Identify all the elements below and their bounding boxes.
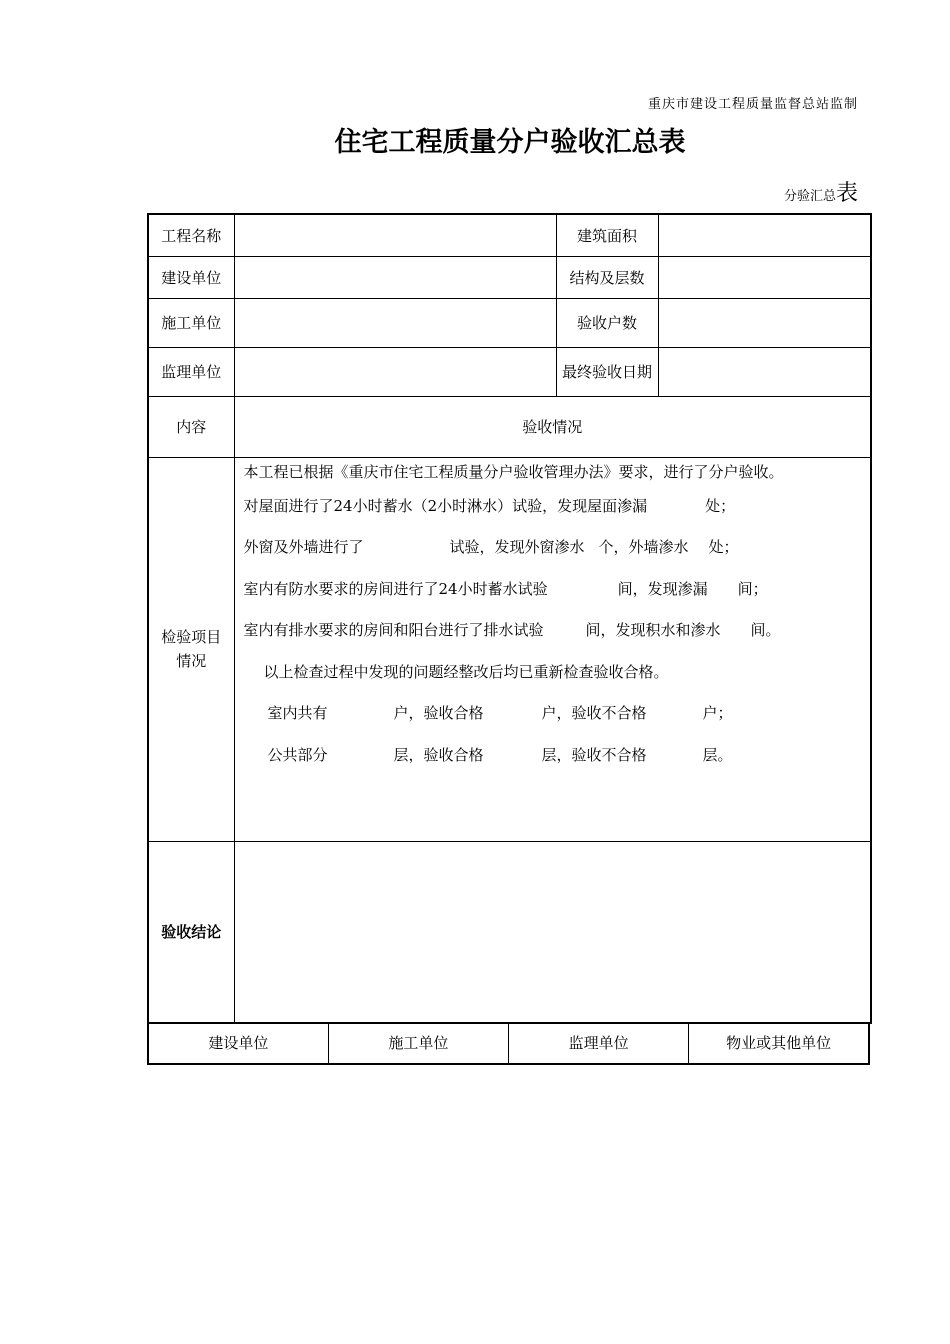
drainage-leak-text: 间，发现积水和渗水	[585, 621, 721, 639]
public-area-label: 公共部分	[267, 745, 328, 764]
supervisor-note: 重庆市建设工程质量监督总站监制	[647, 97, 858, 112]
info-row-contractor	[148, 298, 871, 347]
inspection-line-5	[244, 610, 871, 652]
page-title: 住宅工程质量分户验收汇总表	[334, 127, 686, 158]
inspection-line-6: 以上检查过程中发现的问题经整改后均已重新检查验收合格。	[263, 662, 669, 681]
label-household-count: 验收户数	[556, 298, 658, 347]
waterproof-leak-unit: 间；	[737, 579, 768, 598]
signature-developer: 建设单位	[148, 1022, 328, 1064]
wall-leak-text: 个，外墙渗水	[598, 538, 689, 556]
form-code	[784, 176, 858, 207]
indoor-total-label: 室内共有	[267, 704, 328, 722]
form-code-big: 表	[835, 181, 858, 206]
inspection-line-3	[244, 527, 871, 569]
field-project-name[interactable]	[234, 214, 556, 256]
field-developer[interactable]	[234, 256, 556, 298]
field-final-date[interactable]	[658, 347, 871, 396]
inspection-line-1: 本工程已根据《重庆市住宅工程质量分户验收管理办法》要求，进行了分户验收。	[243, 462, 784, 481]
field-contractor[interactable]	[234, 298, 556, 347]
waterproof-test-text: 室内有防水要求的房间进行了24小时蓄水试验	[243, 579, 548, 598]
inspection-line-2	[244, 486, 871, 528]
roof-leak-unit: 处；	[705, 496, 736, 515]
label-acceptance-status: 验收情况	[234, 396, 871, 457]
signature-table	[147, 1022, 870, 1065]
summary-table	[147, 213, 872, 1024]
form-code-small: 分验汇总	[783, 189, 836, 204]
conclusion-row	[148, 841, 871, 1023]
wall-leak-unit: 处；	[708, 538, 739, 556]
label-content: 内容	[148, 396, 234, 457]
field-conclusion[interactable]	[234, 841, 871, 1023]
info-row-supervisor	[148, 347, 871, 396]
label-supervision-unit: 监理单位	[148, 347, 234, 396]
label-building-area: 建筑面积	[556, 214, 658, 256]
label-contractor: 施工单位	[148, 298, 234, 347]
label-project-name: 工程名称	[148, 214, 234, 256]
window-test-text: 外窗及外墙进行了	[243, 538, 364, 556]
inspection-label-text: 检验项目情况	[161, 628, 222, 670]
waterproof-leak-text: 间，发现渗漏	[617, 579, 708, 598]
info-row-project	[148, 214, 871, 256]
inspection-row	[148, 457, 871, 841]
public-pass-label: 层，验收合格	[393, 745, 484, 764]
window-leak-text: 试验，发现外窗渗水	[449, 538, 585, 556]
roof-test-text: 对屋面进行了24小时蓄水（2小时淋水）试验，发现屋面渗漏	[243, 496, 648, 515]
signature-property: 物业或其他单位	[689, 1022, 869, 1064]
signature-supervision: 监理单位	[509, 1022, 689, 1064]
label-developer: 建设单位	[148, 256, 234, 298]
info-row-developer	[148, 256, 871, 298]
drainage-leak-unit: 间。	[750, 621, 781, 639]
label-final-date: 最终验收日期	[556, 347, 658, 396]
inspection-line-4	[244, 569, 871, 611]
label-inspection-items	[148, 457, 234, 841]
label-conclusion: 验收结论	[148, 841, 234, 1023]
drainage-test-text: 室内有排水要求的房间和阳台进行了排水试验	[243, 621, 544, 639]
public-fail-label: 层，验收不合格	[541, 745, 647, 764]
public-fail-unit: 层。	[702, 745, 733, 764]
signature-row	[148, 1022, 869, 1064]
label-structure-floors: 结构及层数	[556, 256, 658, 298]
indoor-pass-label: 户，验收合格	[393, 704, 484, 722]
field-household-count[interactable]	[658, 298, 871, 347]
field-supervision-unit[interactable]	[234, 347, 556, 396]
inspection-line-7	[244, 693, 871, 735]
inspection-line-8	[244, 735, 871, 777]
signature-contractor: 施工单位	[328, 1022, 508, 1064]
content-header-row	[148, 396, 871, 457]
indoor-fail-unit: 户；	[702, 704, 733, 722]
indoor-fail-label: 户，验收不合格	[541, 704, 647, 722]
field-structure-floors[interactable]	[658, 256, 871, 298]
field-building-area[interactable]	[658, 214, 871, 256]
inspection-content	[234, 457, 871, 841]
